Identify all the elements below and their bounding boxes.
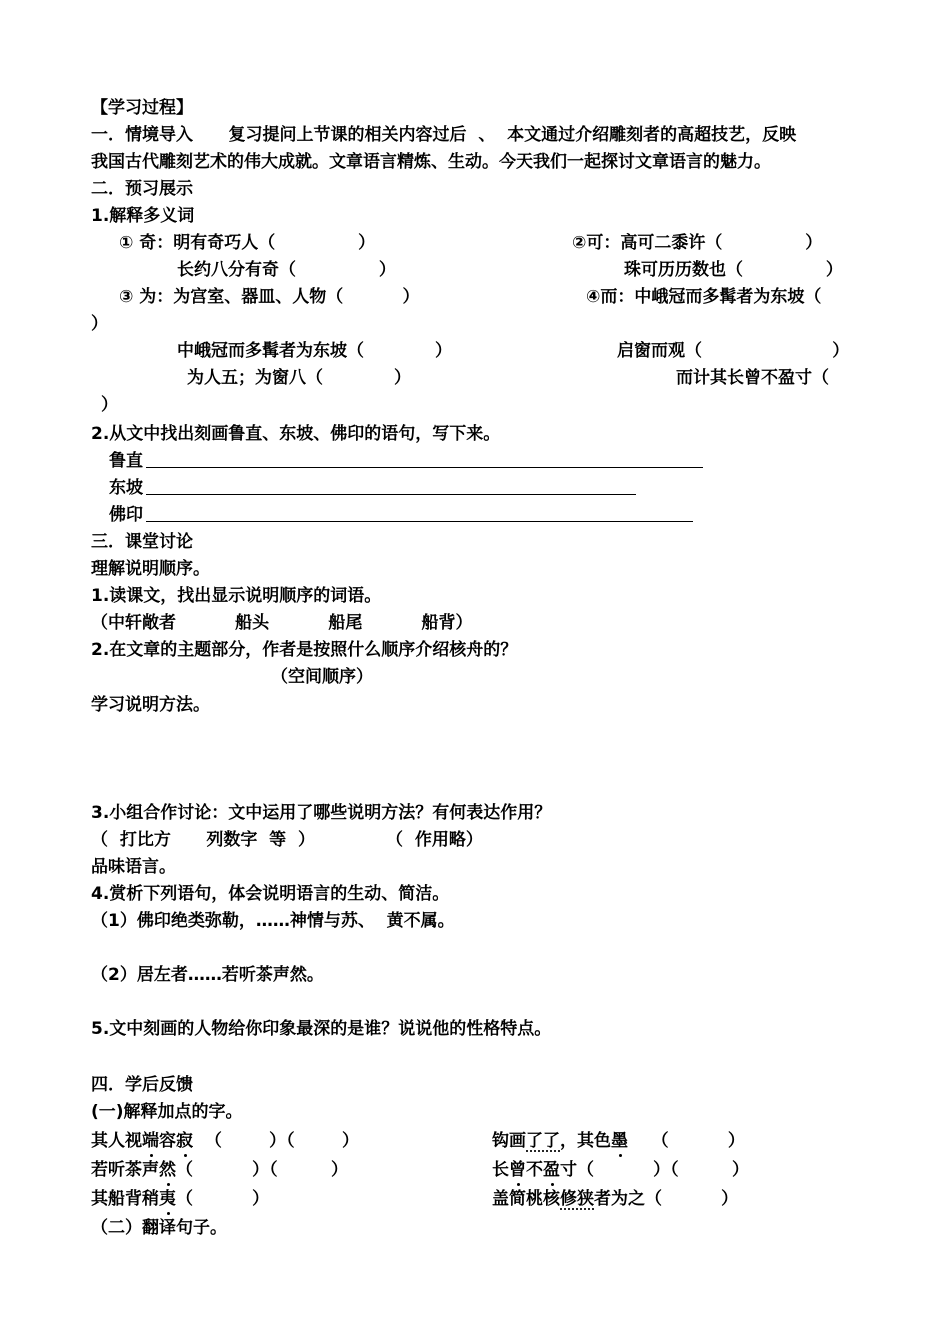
discussion-q5: 5.文中刻画的人物给你印象最深的是谁？说说他的性格特点。 [91, 1019, 552, 1039]
discussion-q1-answer: （中轩敞者 船头 船尾 船背） [91, 613, 473, 633]
section-header: 【学习过程】 [91, 98, 193, 118]
polysemy-row-3-cont: ） [91, 314, 108, 334]
answer-blanks: （ ） [176, 1189, 270, 1209]
discussion-heading: 三．课堂讨论 [91, 532, 193, 552]
polysemy-row-2-right: 珠可历历数也（ ） [624, 260, 843, 280]
text-segment: 若听茶声 [91, 1160, 159, 1180]
dotted-char: 然 [159, 1160, 176, 1180]
question-1: 1.解释多义词 [91, 206, 195, 226]
sub-order: 理解说明顺序。 [91, 559, 210, 579]
polysemy-row-3-left: ③ 为：为宫室、器皿、人物（ ） [119, 287, 420, 307]
sub-language: 品味语言。 [91, 857, 176, 877]
dotted-char: 夷 [159, 1189, 176, 1209]
discussion-q4-item-2: （2）居左者……若听茶声然。 [91, 965, 324, 985]
text-segment: 钩画 [492, 1131, 526, 1151]
answer-line-dongpo[interactable] [146, 494, 636, 495]
polysemy-row-5-right: 而计其长曾不盈寸（ [676, 368, 829, 388]
answer-label-luzhi: 鲁直 [109, 451, 143, 471]
feedback-row-2-left [91, 1159, 348, 1181]
text-segment: 其人视 [91, 1131, 142, 1151]
text-segment: 不 [526, 1160, 543, 1180]
feedback-row-3-left [91, 1188, 269, 1210]
text-segment: 长 [492, 1160, 509, 1180]
discussion-q4-item-1: （1）佛印绝类弥勒，……神情与苏、 黄不属。 [91, 911, 455, 931]
discussion-q1: 1.读课文，找出显示说明顺序的词语。 [91, 586, 382, 606]
discussion-q3: 3.小组合作讨论：文中运用了哪些说明方法？有何表达作用？ [91, 803, 552, 823]
intro-line-1: 一．情境导入 复习提问上节课的相关内容过后 、 本文通过介绍雕刻者的高超技艺，反映 [91, 125, 797, 145]
sub-methods: 学习说明方法。 [91, 695, 210, 715]
question-2: 2.从文中找出刻画鲁直、东坡、佛印的语句，写下来。 [91, 424, 501, 444]
dotted-char: 墨 [611, 1131, 628, 1151]
feedback-row-1-left [91, 1130, 359, 1152]
polysemy-row-5-cont: ） [101, 395, 118, 415]
polysemy-row-1-left: ① 奇：明有奇巧人（ ） [119, 233, 376, 253]
text-segment: ，其色 [560, 1131, 611, 1151]
marked-word: 了了 [526, 1131, 560, 1151]
feedback-heading: 四．学后反馈 [91, 1075, 193, 1095]
discussion-q2-answer: （空间顺序） [271, 667, 373, 687]
answer-blanks: 寸（ ）（ ） [560, 1160, 749, 1180]
dotted-char: 端 [142, 1131, 159, 1151]
discussion-q2: 2.在文章的主题部分，作者是按照什么顺序介绍核舟的？ [91, 640, 518, 660]
answer-blanks: 者为之（ ） [594, 1189, 739, 1209]
discussion-q4: 4.赏析下列语句，体会说明语言的生动、简洁。 [91, 884, 450, 904]
answer-label-dongpo: 东坡 [109, 478, 143, 498]
answer-blanks: （ ）（ ） [176, 1160, 348, 1180]
preview-heading: 二．预习展示 [91, 179, 193, 199]
feedback-sub-1: (一)解释加点的字。 [91, 1102, 243, 1122]
marked-word: 修狭 [560, 1189, 594, 1209]
feedback-row-2-right [492, 1159, 749, 1181]
polysemy-row-3-right: ④而：中峨冠而多髯者为东坡（ [586, 287, 822, 307]
polysemy-row-4-right: 启窗而观（ ） [617, 341, 850, 361]
polysemy-row-2-left: 长约八分有奇（ ） [177, 260, 396, 280]
dotted-char: 盈 [543, 1160, 560, 1180]
intro-line-2: 我国古代雕刻艺术的伟大成就。文章语言精炼、生动。今天我们一起探讨文章语言的魅力。 [91, 152, 771, 172]
answer-blanks: （ ）（ ） [193, 1131, 360, 1151]
feedback-row-3-right [492, 1188, 738, 1210]
dotted-char: 曾 [509, 1160, 526, 1180]
feedback-row-1-right [492, 1130, 745, 1152]
text-segment: 容 [159, 1131, 176, 1151]
answer-line-luzhi[interactable] [146, 467, 703, 468]
polysemy-row-4-left: 中峨冠而多髯者为东坡（ ） [177, 341, 453, 361]
polysemy-row-1-right: ②可：高可二黍许（ ） [572, 233, 823, 253]
answer-label-foyin: 佛印 [109, 505, 143, 525]
text-segment: 其船背稍 [91, 1189, 159, 1209]
discussion-q3-answer: （ 打比方 列数字 等 ） （ 作用略） [91, 830, 483, 850]
text-segment: 盖简桃核 [492, 1189, 560, 1209]
answer-line-foyin[interactable] [146, 521, 693, 522]
feedback-sub-2: （二）翻译句子。 [91, 1218, 227, 1238]
polysemy-row-5-left: 为人五；为窗八（ ） [187, 368, 412, 388]
answer-blanks: （ ） [628, 1131, 745, 1151]
dotted-char: 寂 [176, 1131, 193, 1151]
